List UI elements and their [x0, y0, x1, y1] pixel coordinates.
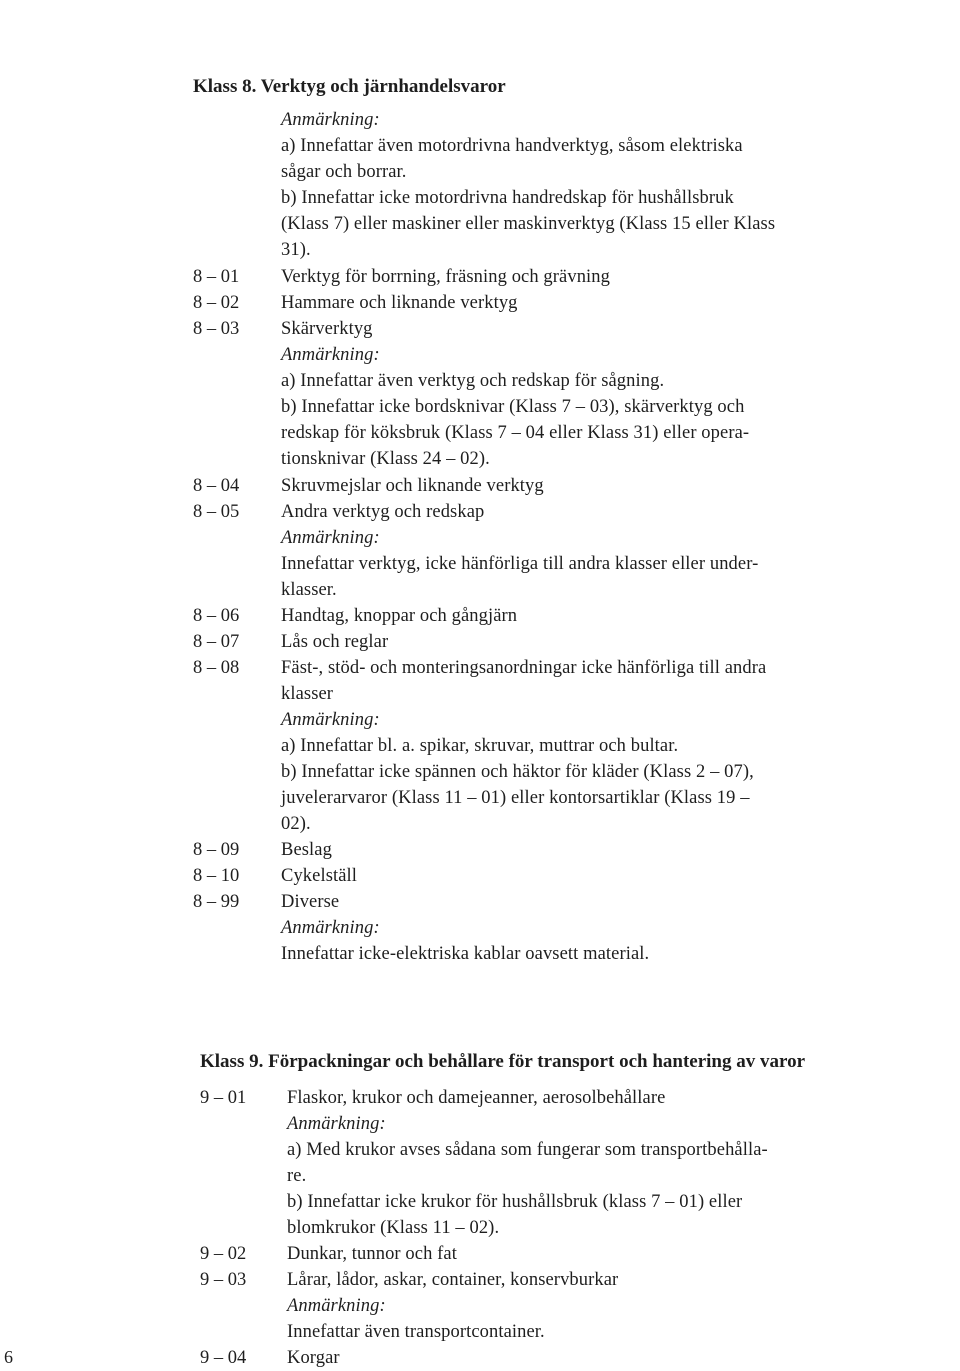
subclass-title: Lås och reglar — [281, 632, 389, 652]
annotation-label: Anmärkning: — [281, 710, 380, 730]
subclass-title: Fäst-, stöd- och monteringsanordningar icke hänförliga till andra — [281, 658, 767, 678]
subclass-code: 8 – 05 — [193, 502, 240, 522]
note-line: Innefattar icke-elektriska kablar oavsett material. — [281, 944, 650, 964]
subclass-title: klasser — [281, 684, 334, 704]
intro-line: sågar och borrar. — [281, 162, 407, 182]
intro-line: a) Innefattar även motordrivna handverktyg, såsom elektriska — [281, 136, 743, 156]
subclass-title: Korgar — [287, 1348, 340, 1368]
annotation-label: Anmärkning: — [281, 918, 380, 938]
annotation-label: Anmärkning: — [287, 1296, 386, 1316]
subclass-title: Handtag, knoppar och gångjärn — [281, 606, 518, 626]
note-line: b) Innefattar icke krukor för hushållsbruk (klass 7 – 01) eller — [287, 1192, 743, 1212]
subclass-title: Skärverktyg — [281, 319, 373, 339]
annotation-label: Anmärkning: — [287, 1114, 386, 1134]
subclass-title: Flaskor, krukor och damejeanner, aerosolbehållare — [287, 1088, 666, 1108]
intro-line: 31). — [281, 240, 311, 260]
subclass-code: 8 – 10 — [193, 866, 240, 886]
subclass-code: 8 – 02 — [193, 293, 240, 313]
subclass-code: 9 – 03 — [200, 1270, 247, 1290]
note-line: a) Innefattar även verktyg och redskap för sågning. — [281, 371, 665, 391]
note-line: b) Innefattar icke spännen och häktor för kläder (Klass 2 – 07), — [281, 762, 754, 782]
subclass-title: Hammare och liknande verktyg — [281, 293, 518, 313]
note-line: tionsknivar (Klass 24 – 02). — [281, 449, 490, 469]
subclass-title: Skruvmejslar och liknande verktyg — [281, 476, 544, 496]
subclass-code: 8 – 06 — [193, 606, 240, 626]
intro-line: (Klass 7) eller maskiner eller maskinverktyg (Klass 15 eller Klass — [281, 214, 776, 234]
subclass-title: Beslag — [281, 840, 332, 860]
subclass-code: 8 – 08 — [193, 658, 240, 678]
subclass-title: Cykelställ — [281, 866, 358, 886]
subclass-title: Andra verktyg och redskap — [281, 502, 485, 522]
note-line: Innefattar även transportcontainer. — [287, 1322, 545, 1342]
klass-8-heading: Klass 8. Verktyg och järnhandelsvaror — [193, 76, 506, 97]
subclass-code: 9 – 02 — [200, 1244, 247, 1264]
note-line: juvelerarvaror (Klass 11 – 01) eller kontorsartiklar (Klass 19 – — [281, 788, 750, 808]
subclass-title: Verktyg för borrning, fräsning och grävning — [281, 267, 610, 287]
subclass-code: 8 – 01 — [193, 267, 240, 287]
note-line: blomkrukor (Klass 11 – 02). — [287, 1218, 500, 1238]
annotation-label: Anmärkning: — [281, 110, 380, 130]
note-line: 02). — [281, 814, 311, 834]
note-line: b) Innefattar icke bordsknivar (Klass 7 – 03), skärverktyg och — [281, 397, 745, 417]
subclass-code: 8 – 07 — [193, 632, 240, 652]
subclass-code: 8 – 99 — [193, 892, 240, 912]
klass-9-heading: Klass 9. Förpackningar och behållare för transport och hantering av varor — [200, 1051, 806, 1072]
subclass-code: 8 – 09 — [193, 840, 240, 860]
intro-line: b) Innefattar icke motordrivna handredskap för hushållsbruk — [281, 188, 734, 208]
annotation-label: Anmärkning: — [281, 345, 380, 365]
subclass-code: 8 – 04 — [193, 476, 240, 496]
subclass-title: Diverse — [281, 892, 340, 912]
subclass-code: 8 – 03 — [193, 319, 240, 339]
subclass-title: Dunkar, tunnor och fat — [287, 1244, 457, 1264]
subclass-code: 9 – 01 — [200, 1088, 247, 1108]
subclass-title: Lårar, lådor, askar, container, konservburkar — [287, 1270, 619, 1290]
note-line: redskap för köksbruk (Klass 7 – 04 eller Klass 31) eller opera- — [281, 423, 750, 443]
note-line: a) Med krukor avses sådana som fungerar som transportbehålla- — [287, 1140, 768, 1160]
note-line: klasser. — [281, 580, 337, 600]
note-line: Innefattar verktyg, icke hänförliga till andra klasser eller under- — [281, 554, 759, 574]
annotation-label: Anmärkning: — [281, 528, 380, 548]
subclass-code: 9 – 04 — [200, 1348, 247, 1368]
page-number: 6 — [4, 1347, 13, 1367]
note-line: a) Innefattar bl. a. spikar, skruvar, muttrar och bultar. — [281, 736, 679, 756]
note-line: re. — [287, 1166, 307, 1186]
